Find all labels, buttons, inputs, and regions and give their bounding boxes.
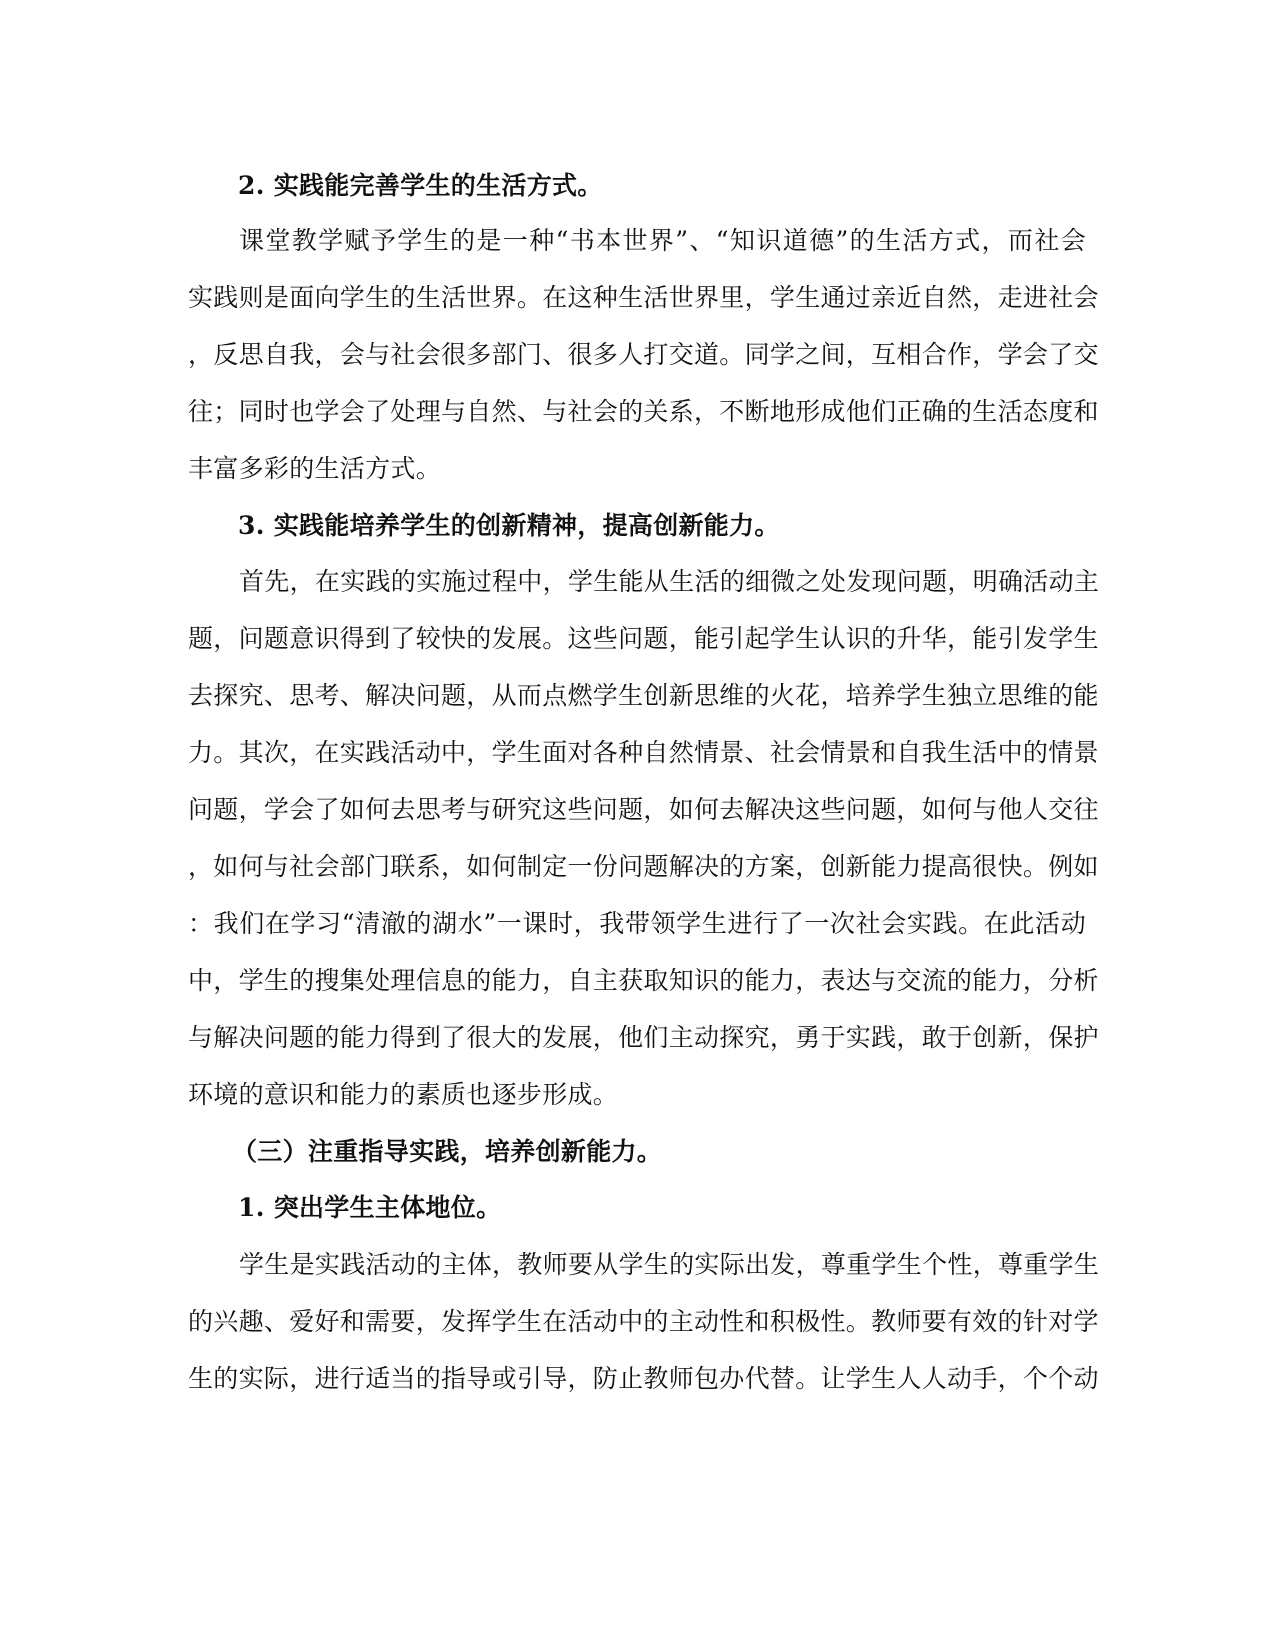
- paragraph-line: 环境的意识和能力的素质也逐步形成。: [188, 1080, 619, 1109]
- paragraph-line: 生的实际，进行适当的指导或引导，防止教师包办代替。让学生人人动手，个个动: [188, 1364, 1099, 1393]
- paragraph-line: ，如何与社会部门联系，如何制定一份问题解决的方案，创新能力提高很快。例如: [188, 852, 1099, 881]
- paragraph-line: 往；同时也学会了处理与自然、与社会的关系，不断地形成他们正确的生活态度和: [188, 397, 1099, 426]
- heading-2: 2. 实践能完善学生的生活方式。: [238, 171, 603, 200]
- paragraph-line: 去探究、思考、解决问题，从而点燃学生创新思维的火花，培养学生独立思维的能: [188, 681, 1099, 710]
- paragraph-line: ，反思自我，会与社会很多部门、很多人打交道。同学之间，互相合作，学会了交: [188, 340, 1099, 369]
- heading-1: 1. 突出学生主体地位。: [238, 1193, 502, 1222]
- heading-3: 3. 实践能培养学生的创新精神，提高创新能力。: [238, 511, 780, 540]
- paragraph-line: ：我们在学习“清澈的湖水”一课时，我带领学生进行了一次社会实践。在此活动: [188, 909, 1086, 938]
- paragraph-line: 首先，在实践的实施过程中，学生能从生活的细微之处发现问题，明确活动主: [239, 567, 1100, 596]
- paragraph-line: 问题，学会了如何去思考与研究这些问题，如何去解决这些问题，如何与他人交往: [188, 795, 1099, 824]
- paragraph-line: 题，问题意识得到了较快的发展。这些问题，能引起学生认识的升华，能引发学生: [188, 624, 1099, 653]
- paragraph-line: 学生是实践活动的主体，教师要从学生的实际出发，尊重学生个性，尊重学生: [239, 1250, 1100, 1279]
- paragraph-line: 实践则是面向学生的生活世界。在这种生活世界里，学生通过亲近自然，走进社会: [188, 283, 1099, 312]
- paragraph-line: 与解决问题的能力得到了很大的发展，他们主动探究，勇于实践，敢于创新，保护: [188, 1023, 1099, 1052]
- section-heading-3: （三）注重指导实践，培养创新能力。: [232, 1137, 663, 1166]
- paragraph-line: 力。其次，在实践活动中，学生面对各种自然情景、社会情景和自我生活中的情景: [188, 738, 1099, 767]
- paragraph-line: 中，学生的搜集处理信息的能力，自主获取知识的能力，表达与交流的能力，分析: [188, 966, 1099, 995]
- paragraph-line: 丰富多彩的生活方式。: [188, 454, 442, 483]
- paragraph-line: 课堂教学赋予学生的是一种“书本世界”、“知识道德”的生活方式，而社会: [239, 226, 1086, 255]
- paragraph-line: 的兴趣、爱好和需要，发挥学生在活动中的主动性和积极性。教师要有效的针对学: [188, 1307, 1099, 1336]
